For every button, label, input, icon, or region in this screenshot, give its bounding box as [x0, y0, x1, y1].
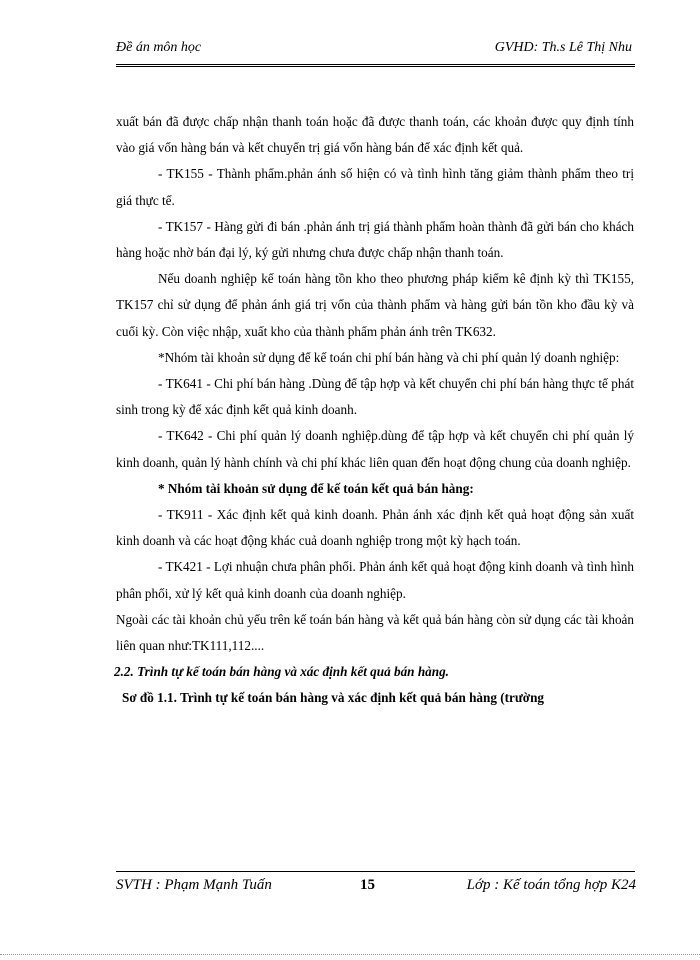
paragraph-other-accounts: Ngoài các tài khoản chủ yếu trên kế toán bán hàng và kết quả bán hàng còn sử dụng các tài khoản liên quan như:TK111,112....	[116, 611, 634, 654]
paragraph-inventory-method: Nếu doanh nghiệp kế toán hàng tồn kho theo phương pháp kiểm kê định kỳ thì TK155, TK157 chỉ sử dụng để phản ánh giá trị vốn của thành phẩm và hàng gửi bán tồn kho đầu kỳ và cuối kỳ. Còn việc nhập, xuất kho của thành phẩm phản ánh trên TK632.	[116, 271, 634, 339]
diagram-caption: Sơ đồ 1.1. Trình tự kế toán bán hàng và xác định kết quả bán hàng (trường	[122, 690, 545, 706]
paragraph-tk157: - TK157 - Hàng gửi đi bán .phản ánh trị giá thành phẩm hoàn thành đã gửi bán cho khách hàng hoặc nhờ bán đại lý, ký gửi nhưng chưa được chấp nhận thanh toán.	[116, 218, 634, 261]
page-bottom-edge	[0, 954, 700, 955]
paragraph-tk642: - TK642 - Chi phí quản lý doanh nghiệp.dùng để tập hợp và kết chuyển chi phí quản lý kinh doanh, quản lý hành chính và chi phí khác liên quan đến hoạt động chung của doanh nghiệp.	[116, 428, 634, 470]
paragraph-tk911: - TK911 - Xác định kết quả kinh doanh. Phản ánh xác định kết quả hoạt động sản xuất kinh doanh và các hoạt động khác cuả doanh nghiệp trong một kỳ hạch toán.	[116, 507, 634, 549]
footer-class-name: Lớp : Kế toán tổng hợp K24	[466, 877, 636, 893]
header-supervisor: GVHD: Th.s Lê Thị Nhu	[494, 40, 632, 55]
page-body	[116, 109, 634, 712]
page-header	[116, 40, 632, 62]
paragraph-tk155: - TK155 - Thành phẩm.phản ánh số hiện có và tình hình tăng giảm thành phẩm theo trị giá thực tế.	[116, 166, 634, 208]
page-footer	[116, 877, 636, 899]
paragraph-tk641: - TK641 - Chi phí bán hàng .Dùng để tập hợp và kết chuyển chi phí bán hàng thực tế phát sinh trong kỳ để xác định kết quả kinh doanh.	[116, 376, 634, 418]
header-course-title: Đề án môn học	[116, 40, 202, 55]
footer-page-number: 15	[360, 877, 375, 893]
footer-divider	[116, 871, 635, 872]
paragraph-expense-accounts-heading: *Nhóm tài khoản sử dụng để kế toán chi phí bán hàng và chi phí quản lý doanh nghiệp:	[158, 349, 620, 365]
paragraph-tk421: - TK421 - Lợi nhuận chưa phân phối. Phản ánh kết quả hoạt động kinh doanh và tình hình phân phối, xử lý kết quả kinh doanh của doanh nghiệp.	[116, 559, 634, 601]
header-divider	[116, 64, 635, 67]
footer-student-name: SVTH : Phạm Mạnh Tuấn	[116, 877, 272, 893]
paragraph-continuation: xuất bán đã được chấp nhận thanh toán hoặc đã được thanh toán, các khoản được quy định tính vào giá vốn hàng bán và kết chuyển trị giá vốn hàng bán để xác định kết quả.	[116, 114, 634, 156]
paragraph-result-accounts-heading: * Nhóm tài khoản sử dụng để kế toán kết quả bán hàng:	[158, 480, 474, 496]
section-heading-2-2: 2.2. Trình tự kế toán bán hàng và xác định kết quả bán hàng.	[114, 664, 449, 680]
